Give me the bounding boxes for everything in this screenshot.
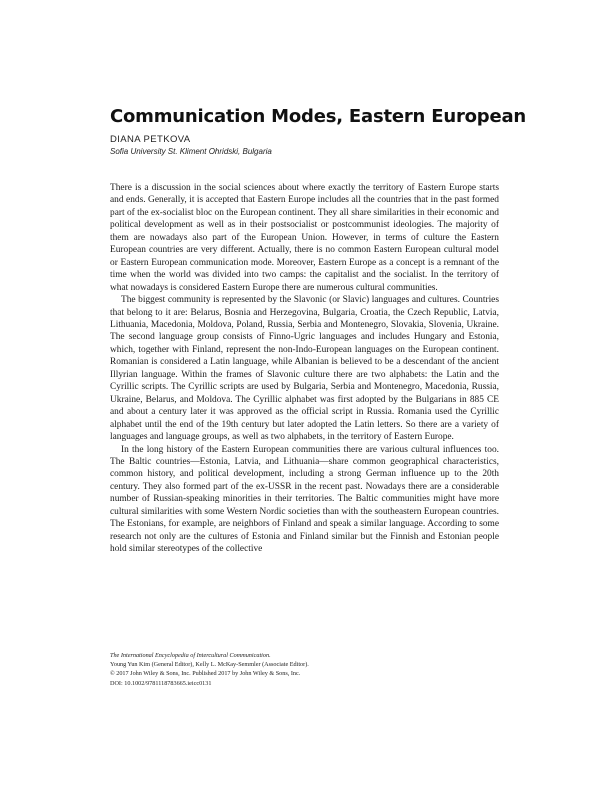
article-body — [110, 182, 499, 556]
body-paragraph: There is a discussion in the social sciences about where exactly the territory of Eastern Europe starts and ends. Generally, it is accepted that Eastern Europe includes all the countries that in the past formed part of the ex-socialist bloc on the European continent. They all share similarities in their economic and political development as well as in their postsocialist or postcommunist ideologies. The majority of them are nowadays also part of the European Union. However, in terms of culture the Eastern European countries are very different. Actually, there is no common Eastern European cultural model or Eastern European communication mode. Moreover, Eastern Europe as a concept is a remnant of the time when the world was divided into two camps: the capitalist and the socialist. In the territory of what nowadays is considered Eastern Europe there are numerous cultural communities. — [110, 183, 499, 293]
encyclopedia-title: The International Encyclopedia of Intercultural Communication. — [110, 652, 271, 659]
doi-line: DOI: 10.1002/9781118783665.ieicc0131 — [110, 679, 212, 687]
publication-footer — [110, 651, 499, 688]
copyright-line: © 2017 John Wiley & Sons, Inc. Published 2017 by John Wiley & Sons, Inc. — [110, 670, 301, 678]
body-paragraph: The biggest community is represented by the Slavonic (or Slavic) languages and cultures. Countries that belong to it are: Belarus, Bosnia and Herzegovina, Bulgaria, Croatia, the Czech Republic, Latvia, Lithuania, Macedonia, Moldova, Poland, Russia, Serbia and Montenegro, Slovakia, Slovenia, Ukraine. The second language group consists of Finno-Ugric languages and includes Hungary and Estonia, which, together with Finland, represent the non-Indo-European languages on the European continent. Romanian is considered a Latin language, while Albanian is believed to be a descendant of the ancient Illyrian language. Within the frames of Slavonic culture there are two alphabets: the Latin and the Cyrillic scripts. The Cyrillic scripts are used by Bulgaria, Serbia and Montenegro, Macedonia, Russia, Ukraine, Belarus, and Moldova. The Cyrillic alphabet was first adopted by the Bulgarians in 885 CE and about a century later it was approved as the official script in Russia. Romania used the Cyrillic alphabet until the end of the 19th century but later adopted the Latin letters. So there are a variety of languages and language groups, as well as two alphabets, in the territory of Eastern Europe. — [110, 295, 499, 443]
body-paragraph: In the long history of the Eastern European communities there are various cultural influences too. The Baltic countries—Estonia, Latvia, and Lithuania—share common geographical characteristics, common history, and political development, including a strong German influence up to the 20th century. They also formed part of the ex-USSR in the recent past. Nowadays there are a considerable number of Russian-speaking minorities in their territories. The Baltic communities might have more cultural similarities with some Western Nordic societies than with the southeastern European countries. The Estonians, for example, are neighbors of Finland and speak a similar language. According to some research not only are the cultures of Estonia and Finland similar but the Finnish and Estonian people hold similar stereotypes of the collective — [110, 444, 499, 555]
editors-line: Young Yun Kim (General Editor), Kelly L. McKay-Semmler (Associate Editor). — [110, 661, 309, 669]
author-affiliation: Sofia University St. Kliment Ohridski, Bulgaria — [110, 147, 272, 156]
article-title: Communication Modes, Eastern European — [110, 106, 527, 127]
author-name: DIANA PETKOVA — [110, 134, 191, 145]
